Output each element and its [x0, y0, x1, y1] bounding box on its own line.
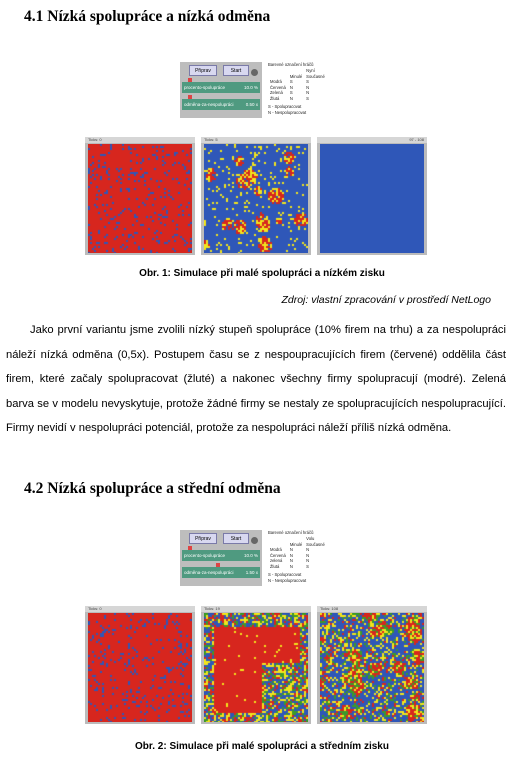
- section-heading: 4.1 Nízká spolupráce a nízká odměna: [24, 8, 271, 25]
- figure-source: Zdroj: vlastní zpracování v prostředí NetLogo: [281, 294, 491, 306]
- setup-button[interactable]: Připrav: [189, 533, 217, 544]
- legend-row: Zelená S N: [270, 90, 310, 95]
- section-heading: 4.2 Nízká spolupráce a střední odměna: [24, 480, 281, 497]
- legend-row: Modrá S S: [270, 79, 309, 84]
- view-titlebar: Ticks: 0: [85, 137, 195, 143]
- patch-grid: [204, 144, 308, 253]
- view-titlebar: Ticks: 0: [85, 606, 195, 612]
- simulation-view-end: [317, 606, 427, 724]
- patch-grid: [320, 613, 424, 722]
- patch-grid: [320, 144, 424, 253]
- color-legend: Barevné označení hráčů Nyní Minulé Současné Modrá S S Červená N N Zelená S N Žlutá N S S - Spolupracovat N - Nespolupracovat: [268, 62, 325, 115]
- figure-caption: Obr. 2: Simulace při malé spolupráci a středním zisku: [135, 741, 389, 752]
- simulation-view-mid: [201, 606, 311, 724]
- cooperation-slider[interactable]: procento-spolupráce 10.0 %: [182, 82, 260, 93]
- patch-grid: [88, 144, 192, 253]
- body-paragraph: Jako první variantu jsme zvolili nízký stupeň spolupráce (10% firem na trhu) a za nespolupráci náleží nízká odměna (0,5x). Postupem času se z nespoupracujících firem (červené) oddělila část firem, které začaly spolupracovat (žluté) a nakonec všechny firmy spolupracují (modré). Zelená barva se v modelu nevyskytuje, protože žádné firmy se nestaly ze spolupracujících nespolupracující. Firmy nevidí v nespolupráci potenciál, protože za nespolupráci náleží příliš nízká odměna.: [6, 324, 506, 435]
- color-legend: Barevné označení hráčů Volu Minulé Současné Modrá N N Červená N N zelená N N Žlutá N S S - Spolupracovat N - Nespolupracovat: [268, 530, 325, 583]
- legend-title: Barevné označení hráčů: [268, 62, 314, 67]
- simulation-view-start: [85, 606, 195, 724]
- legend-row: zelená N N: [270, 558, 310, 563]
- go-button[interactable]: Start: [223, 65, 249, 76]
- reward-slider[interactable]: odměna-za-nespolupráci 1.50 x: [182, 567, 260, 578]
- reward-slider[interactable]: odměna-za-nespolupráci 0.50 x: [182, 99, 260, 110]
- forever-icon: [251, 69, 258, 76]
- simulation-view-mid: [201, 137, 311, 255]
- view-titlebar: Ticks: 5: [201, 137, 311, 143]
- view-titlebar: Ticks: 108: [317, 606, 427, 612]
- legend-row: Modrá N N: [270, 547, 310, 552]
- forever-icon: [251, 537, 258, 544]
- cooperation-slider[interactable]: procento-spolupráce 10.0 %: [182, 550, 260, 561]
- view-titlebar: 97 - 108: [317, 137, 427, 143]
- figure-caption: Obr. 1: Simulace při malé spolupráci a nízkém zisku: [139, 268, 385, 279]
- legend-row: Červená N N: [270, 84, 310, 90]
- go-button[interactable]: Start: [223, 533, 249, 544]
- simulation-view-end: [317, 137, 427, 255]
- controls-box: [180, 62, 262, 118]
- view-titlebar: Ticks: 19: [201, 606, 311, 612]
- simulation-view-start: [85, 137, 195, 255]
- patch-grid: [88, 613, 192, 722]
- legend-row: Žlutá N S: [270, 563, 309, 569]
- controls-box: [180, 530, 262, 586]
- setup-button[interactable]: Připrav: [189, 65, 217, 76]
- legend-row: Žlutá N S: [270, 95, 309, 101]
- legend-title: Barevné označení hráčů: [268, 530, 314, 535]
- patch-grid: [204, 613, 308, 722]
- legend-row: Červená N N: [270, 552, 310, 558]
